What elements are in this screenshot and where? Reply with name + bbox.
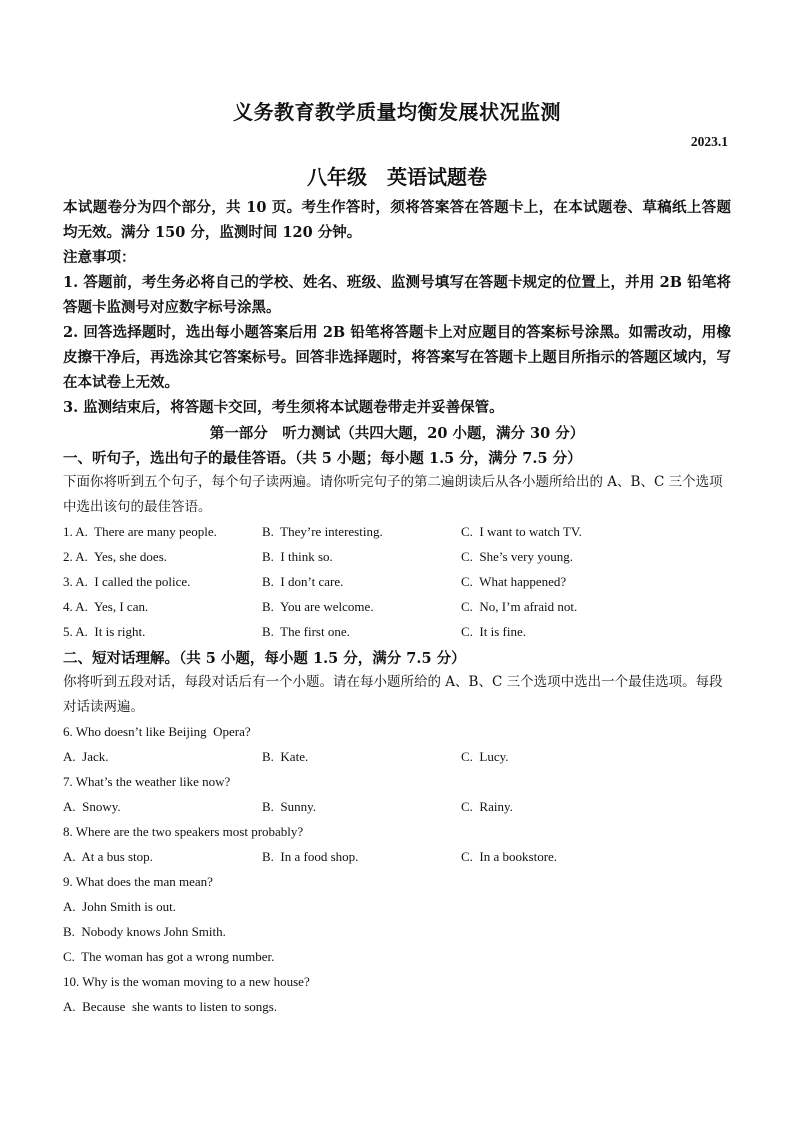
option-a: 2. A. Yes, she does. [63,549,168,564]
note-item-3: 3. 监测结束后，将答题卡交回，考生须将本试题卷带走并妥善保管。 [63,399,504,416]
exam-subtitle: 八年级 英语试题卷 [307,165,487,189]
option-b: B. In a food shop. [262,849,359,864]
option-b: B. I think so. [262,549,333,564]
option-a: 1. A. There are many people. [63,524,217,539]
question-row [63,549,731,571]
section2-heading: 二、短对话理解。（共 5 小题，每小题 1.5 分，满分 7.5 分） [63,650,466,667]
option-b: B. They’re interesting. [262,524,383,539]
option-a: A. At a bus stop. [63,849,153,864]
exam-date: 2023.1 [690,134,728,149]
option-b: B. Nobody knows John Smith. [63,924,226,939]
option-c: C. What happened? [461,574,567,589]
option-c: C. The woman has got a wrong number. [63,949,275,964]
option-c: C. In a bookstore. [461,849,558,864]
question-7: 7. What’s the weather like now? [63,774,231,789]
option-b: B. I don’t care. [262,574,344,589]
question-7-options [63,799,731,821]
option-a: 5. A. It is right. [63,624,146,639]
question-8: 8. Where are the two speakers most probably? [63,824,304,839]
option-c: C. Rainy. [461,799,513,814]
option-c: C. No, I’m afraid not. [461,599,578,614]
option-c: C. Lucy. [461,749,509,764]
option-c: C. She’s very young. [461,549,573,564]
option-a: A. Snowy. [63,799,121,814]
question-10: 10. Why is the woman moving to a new house? [63,974,310,989]
question-6: 6. Who doesn’t like Beijing Opera? [63,724,251,739]
section1-instruction: 下面你将听到五个句子，每个句子读两遍。请你听完句子的第二遍朗读后从各小题所给出的 A、B、C 三个选项中选出该句的最佳答语。 [63,474,723,515]
option-c: C. It is fine. [461,624,526,639]
note-item-2: 2. 回答选择题时，选出每小题答案后用 2B 铅笔将答题卡上对应题目的答案标号涂黑。如需改动，用橡皮擦干净后，再选涂其它答案标号。回答非选择题时，将答案写在答题卡上题目所指示的答题区域内，写在本试卷上无效。 [63,324,731,391]
part1-heading: 第一部分 听力测试（共四大题，20 小题，满分 30 分） [209,425,585,442]
question-row [63,574,731,596]
section1-heading: 一、听句子，选出句子的最佳答语。（共 5 小题；每小题 1.5 分，满分 7.5 分） [63,450,582,467]
question-row [63,599,731,621]
note-item-1: 1. 答题前，考生务必将自己的学校、姓名、班级、监测号填写在答题卡规定的位置上，并用 2B 铅笔将答题卡监测号对应数字标号涂黑。 [63,274,731,316]
option-b: B. You are welcome. [262,599,374,614]
exam-title: 义务教育教学质量均衡发展状况监测 [233,100,561,124]
notes-heading: 注意事项： [63,249,136,266]
option-b: B. Kate. [262,749,309,764]
option-a: A. Because she wants to listen to songs. [63,999,278,1014]
option-a: A. Jack. [63,749,109,764]
option-b: B. Sunny. [262,799,317,814]
question-8-options [63,849,731,871]
option-c: C. I want to watch TV. [461,524,582,539]
question-row [63,624,731,646]
question-6-options [63,749,731,771]
option-b: B. The first one. [262,624,350,639]
option-a: 3. A. I called the police. [63,574,191,589]
question-9: 9. What does the man mean? [63,874,213,889]
section2-instruction: 你将听到五段对话，每段对话后有一个小题。请在每小题所给的 A、B、C 三个选项中选出一个最佳选项。每段对话读两遍。 [63,674,723,715]
question-row [63,524,731,546]
intro-paragraph: 本试题卷分为四个部分，共 10 页。考生作答时，须将答案答在答题卡上，在本试题卷、草稿纸上答题均无效。满分 150 分，监测时间 120 分钟。 [63,199,731,241]
option-a: A. John Smith is out. [63,899,177,914]
option-a: 4. A. Yes, I can. [63,599,149,614]
